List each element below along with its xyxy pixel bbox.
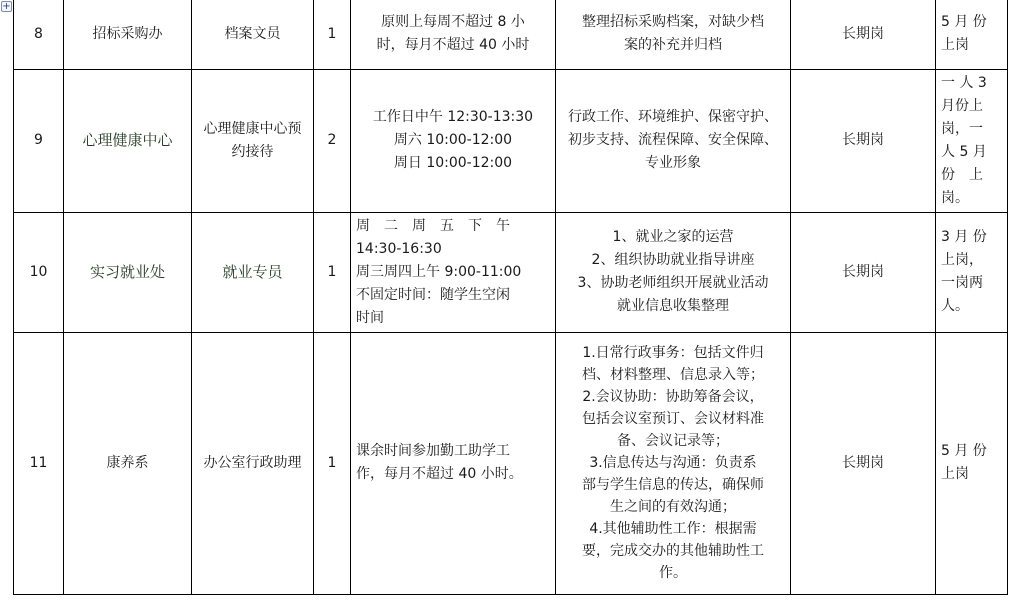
hours-line: 周三周四上午 9:00-11:00 — [356, 263, 522, 280]
start-line: 月份上 — [941, 97, 983, 114]
start-line: 人 5 月 — [941, 143, 987, 160]
hours-cell — [351, 332, 556, 594]
table-row — [14, 69, 1008, 212]
hours-line: 时间 — [356, 309, 384, 326]
duties-line: 作。 — [659, 565, 687, 581]
duties-line: 1.日常行政事务：包括文件归 — [582, 345, 764, 361]
start-line: 一岗两 — [941, 275, 983, 291]
duties-line: 3、协助老师组织开展就业活动 — [577, 275, 769, 291]
department-cell: 康养系 — [64, 332, 192, 594]
job-type-cell: 长期岗 — [791, 0, 936, 69]
hours-line: 周 二 周 五 下 午 — [356, 217, 510, 234]
duties-line: 初步支持、流程保障、安全保障、 — [568, 132, 778, 148]
duties-line: 3.信息传达与沟通：负责系 — [589, 455, 757, 471]
hours-cell — [351, 212, 556, 332]
duties-line: 档、材料整理、信息录入等； — [582, 367, 764, 383]
hours-line: 课余时间参加勤工助学工 — [356, 443, 510, 459]
hours-line: 14:30-16:30 — [356, 240, 442, 257]
duties-line: 2.会议协助：协助筹备会议， — [582, 389, 764, 405]
hours-line: 不固定时间：随学生空闲 — [356, 286, 510, 303]
duties-line: 要，完成交办的其他辅助性工 — [582, 543, 764, 559]
department-cell: 实习就业处 — [64, 212, 192, 332]
position-cell: 就业专员 — [192, 212, 314, 332]
start-line: 岗，一 — [941, 120, 983, 137]
headcount-cell: 2 — [314, 69, 351, 212]
duties-line: 备、会议记录等； — [617, 433, 729, 449]
job-table — [13, 0, 1008, 595]
start-line: 5 月 份 — [941, 14, 987, 31]
start-line: 一 人 3 — [941, 74, 987, 91]
row-number: 9 — [14, 69, 64, 212]
job-type-cell: 长期岗 — [791, 69, 936, 212]
expand-icon[interactable]: + — [2, 1, 11, 12]
duties-line: 行政工作、环境维护、保密守护、 — [568, 109, 778, 125]
headcount-cell: 1 — [314, 332, 351, 594]
position-cell: 办公室行政助理 — [192, 332, 314, 594]
start-line: 上岗， — [941, 252, 983, 268]
duties-cell — [556, 0, 791, 69]
start-line: 人。 — [941, 298, 969, 314]
duties-line: 整理招标采购档案，对缺少档 — [582, 14, 764, 31]
hours-line: 周日 10:00-12:00 — [393, 155, 513, 171]
duties-line: 部与学生信息的传达，确保师 — [582, 477, 764, 493]
start-cell — [936, 0, 1008, 69]
start-line: 份 上 — [941, 166, 983, 183]
hours-line: 原则上每周不超过 8 小 — [381, 14, 525, 31]
row-number: 8 — [14, 0, 64, 69]
headcount-cell: 1 — [314, 0, 351, 69]
start-line: 5 月 份 — [941, 443, 987, 459]
row-number: 10 — [14, 212, 64, 332]
duties-line: 包括会议室预订、会议材料准 — [582, 411, 764, 427]
duties-line: 1、就业之家的运营 — [612, 229, 734, 245]
duties-cell — [556, 69, 791, 212]
start-line: 上岗 — [941, 37, 969, 54]
duties-line: 生之间的有效沟通； — [610, 499, 736, 515]
hours-line: 作，每月不超过 40 小时。 — [356, 466, 523, 482]
hours-line: 工作日中午 12:30-13:30 — [372, 109, 534, 125]
duties-line: 4.其他辅助性工作：根据需 — [589, 521, 757, 537]
start-line: 岗。 — [941, 189, 969, 206]
start-line: 3 月 份 — [941, 229, 987, 245]
duties-cell — [556, 212, 791, 332]
department-cell: 心理健康中心 — [64, 69, 192, 212]
job-type-cell: 长期岗 — [791, 212, 936, 332]
duties-line: 2、组织协助就业指导讲座 — [591, 252, 755, 268]
table-row — [14, 332, 1008, 594]
department-cell: 招标采购办 — [64, 0, 192, 69]
start-cell — [936, 332, 1008, 594]
hours-cell — [351, 0, 556, 69]
table-row — [14, 0, 1008, 69]
start-cell — [936, 69, 1008, 212]
headcount-cell: 1 — [314, 212, 351, 332]
job-type-cell: 长期岗 — [791, 332, 936, 594]
hours-cell — [351, 69, 556, 212]
start-cell — [936, 212, 1008, 332]
position-cell: 心理健康中心预约接待 — [192, 69, 314, 212]
hours-line: 周六 10:00-12:00 — [393, 132, 513, 148]
position-cell: 档案文员 — [192, 0, 314, 69]
table-row — [14, 212, 1008, 332]
duties-line: 就业信息收集整理 — [617, 298, 729, 314]
duties-line: 案的补充并归档 — [624, 37, 722, 54]
duties-cell — [556, 332, 791, 594]
hours-line: 时，每月不超过 40 小时 — [376, 37, 530, 54]
start-line: 上岗 — [941, 466, 969, 482]
row-number: 11 — [14, 332, 64, 594]
duties-line: 专业形象 — [645, 155, 701, 171]
